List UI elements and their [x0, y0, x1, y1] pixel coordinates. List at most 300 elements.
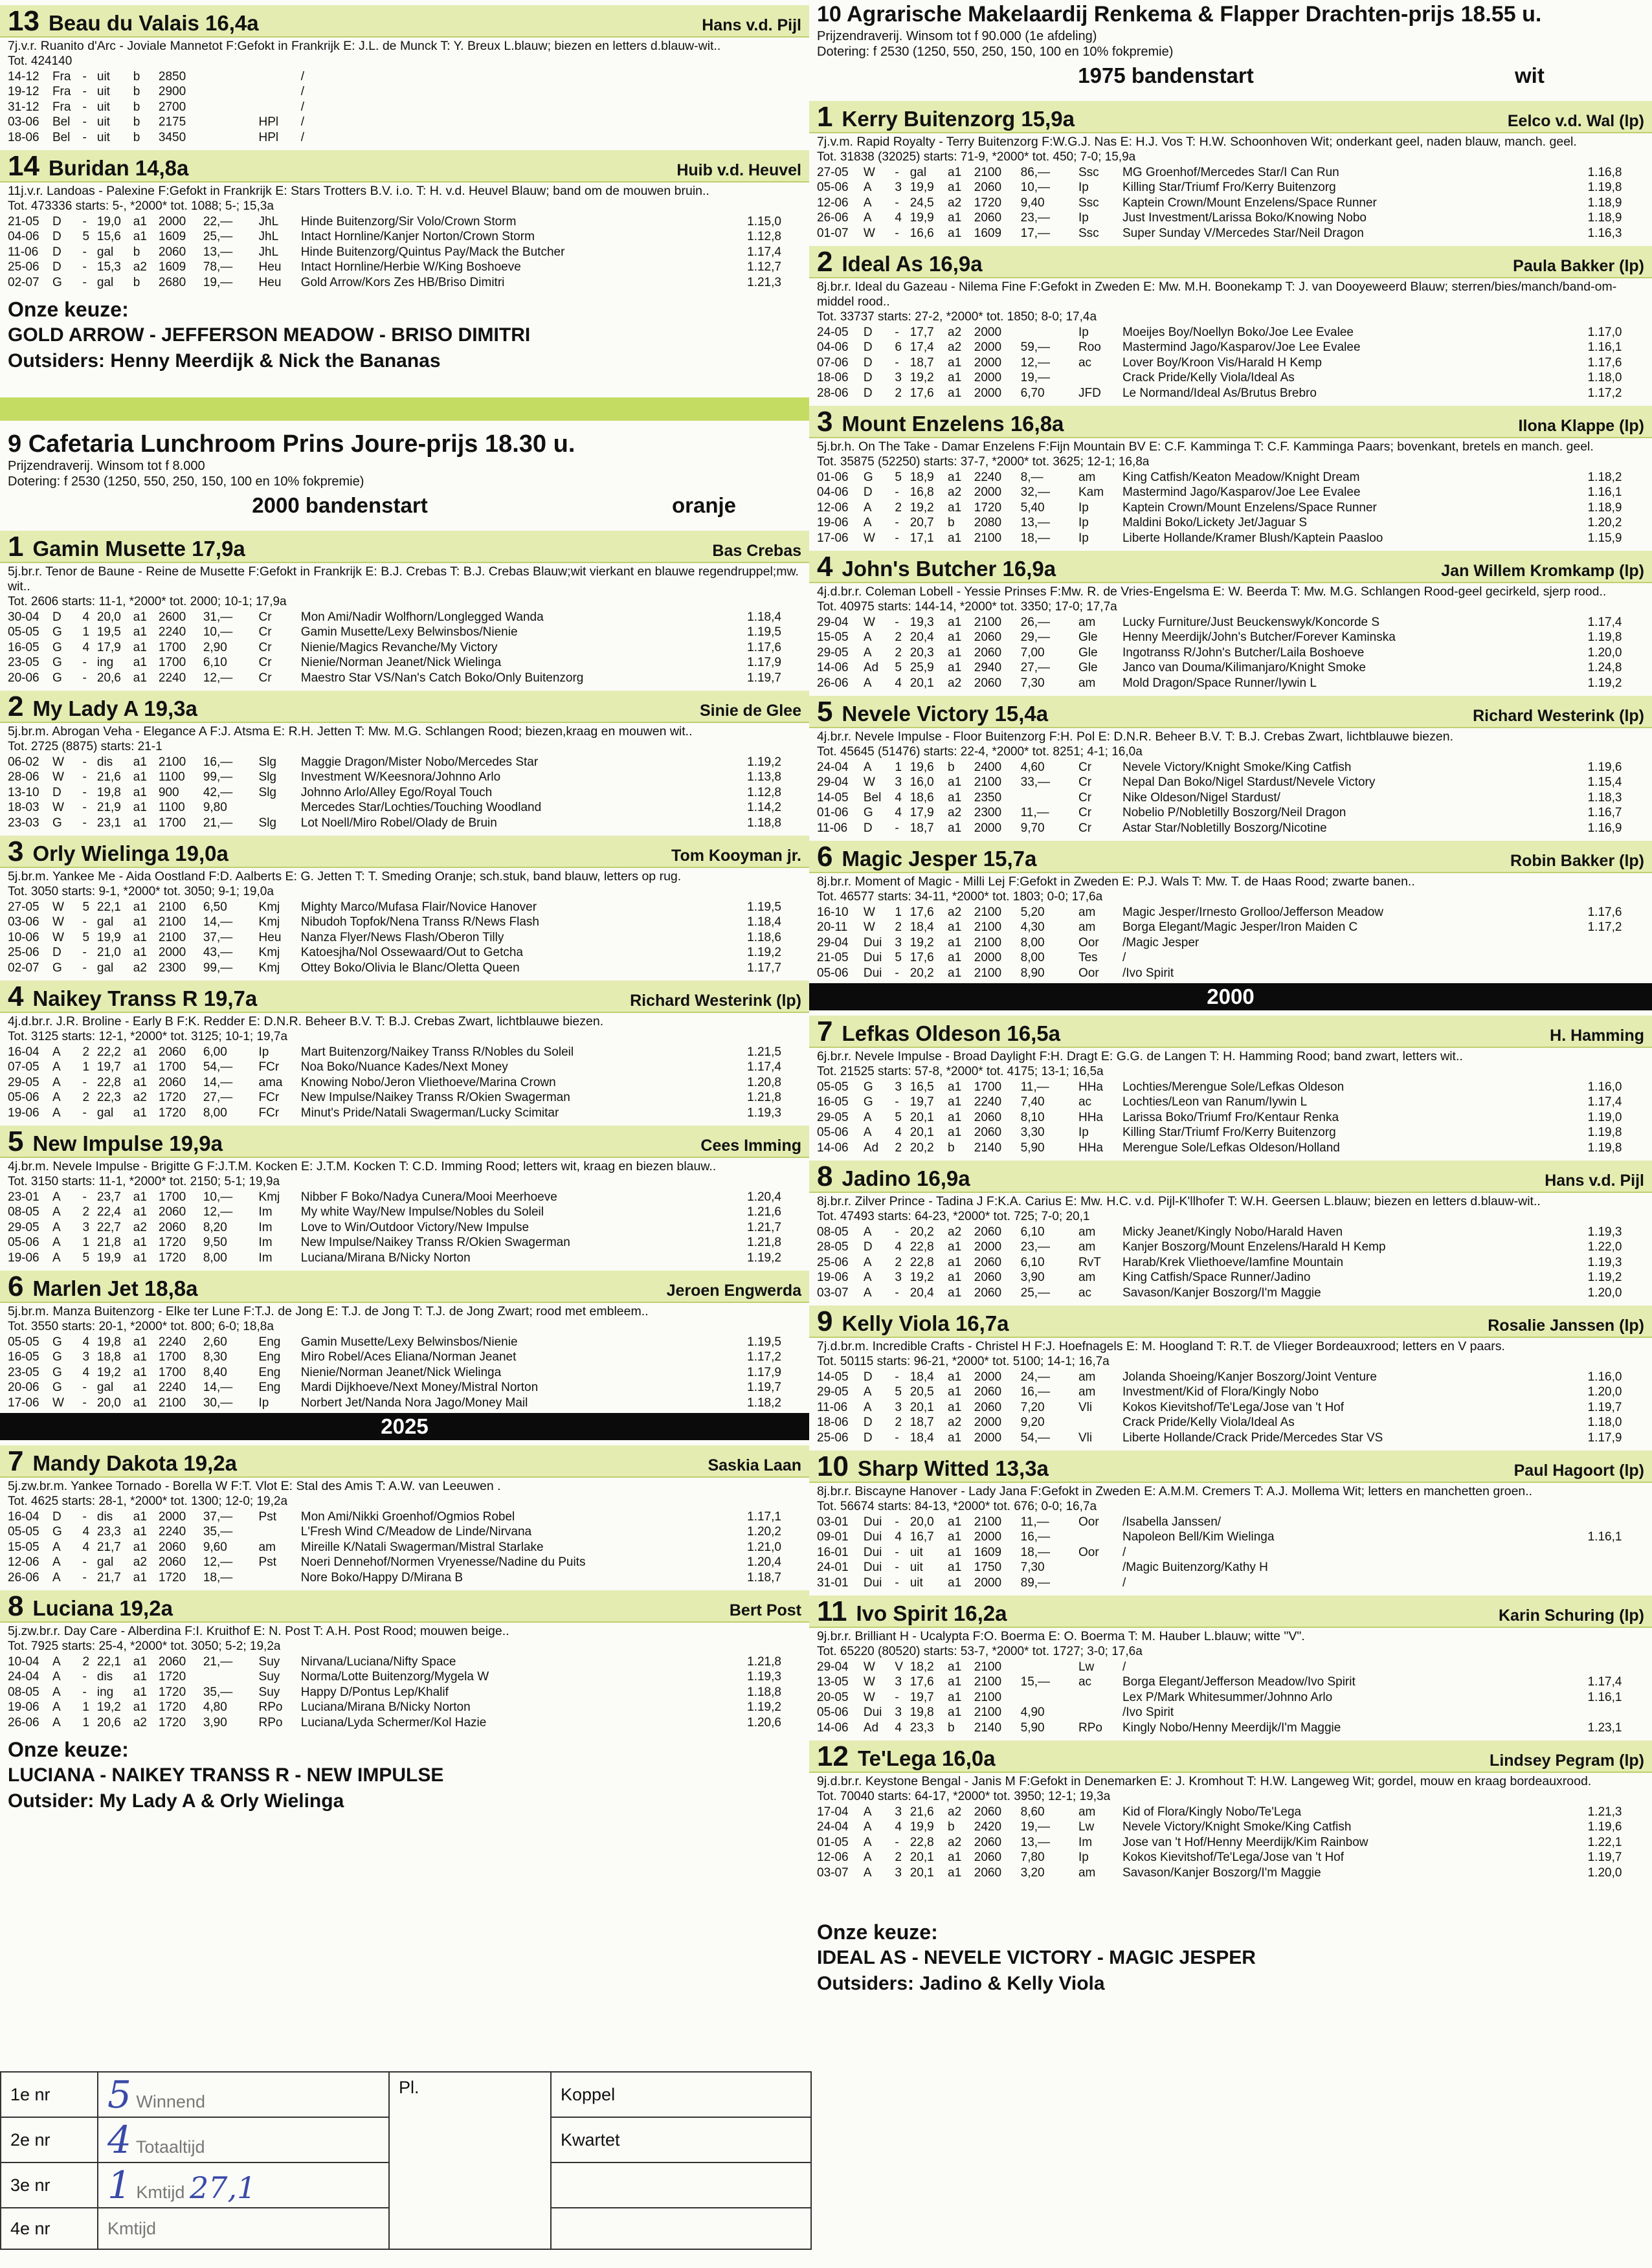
form-cell: 89,— — [1020, 1575, 1051, 1590]
form-cell: 2240 — [158, 1525, 186, 1539]
form-cell: 1.16,1 — [1587, 340, 1622, 354]
form-cell: Ip — [1078, 516, 1089, 529]
form-row — [817, 485, 1644, 500]
form-cell: 19-06 — [8, 1251, 39, 1265]
form-cell: 4 — [82, 610, 90, 624]
form-cell — [259, 100, 301, 115]
form-cell: Slg — [258, 785, 276, 799]
form-cell: Hinde Buitenzorg/Quintus Pay/Mack the Butcher — [300, 245, 565, 259]
form-cell: D — [863, 340, 873, 354]
form-cell: 20,4 — [910, 630, 934, 644]
form-cell: - — [895, 165, 899, 179]
form-cell: 23,— — [1020, 211, 1051, 225]
form-cell: 8,60 — [1020, 1805, 1045, 1819]
career-summary — [817, 1499, 1644, 1515]
form-cell: 05-06 — [817, 181, 849, 194]
form-cell: 4 — [82, 1540, 90, 1554]
form-cell: Nanza Flyer/News Flash/Oberon Tilly — [300, 930, 504, 944]
driver-name: Saskia Laan — [708, 1456, 801, 1474]
form-cell: 29-05 — [817, 1110, 849, 1124]
form-cell — [203, 130, 259, 146]
form-cell: 3 — [895, 1271, 902, 1284]
form-cell: 2060 — [974, 1865, 1002, 1880]
form-cell: 15,3 — [96, 260, 121, 274]
form-cell: Cr — [258, 671, 272, 685]
form-cell: 2060 — [974, 630, 1002, 644]
form-cell: 1.19,3 — [1587, 1255, 1622, 1269]
form-cell: 1.20,0 — [1587, 1285, 1622, 1300]
form-cell: A — [52, 1045, 61, 1059]
result-field[interactable] — [98, 2208, 389, 2249]
summary-text: Tot. 3550 starts: 20-1, *2000* tot. 800; 6-0; 18,8a — [8, 1320, 274, 1333]
form-cell: a1 — [133, 1654, 147, 1669]
form-cell — [747, 130, 801, 146]
form-cell: Im — [258, 1220, 273, 1234]
form-cell: 5 — [82, 230, 90, 243]
form-row — [817, 1095, 1644, 1110]
form-cell: 1.20,2 — [1587, 516, 1622, 529]
form-cell: 12-06 — [817, 1851, 849, 1864]
place-label: 4e nr — [1, 2208, 98, 2249]
form-cell: - — [82, 1190, 87, 1204]
form-cell: 2 — [895, 1255, 902, 1269]
form-cell: 05-05 — [817, 1080, 849, 1094]
form-cell: 16,— — [1020, 1530, 1051, 1544]
form-cell: 9,70 — [1020, 821, 1045, 835]
form-cell: Kokos Kievitshof/Te'Lega/Jose van 't Hof — [1122, 1851, 1345, 1864]
form-cell: gal — [96, 1555, 114, 1569]
empty-field[interactable] — [551, 2162, 811, 2208]
form-row — [8, 625, 801, 640]
form-cell: 2060 — [974, 1110, 1002, 1124]
form-cell — [1078, 1415, 1122, 1430]
form-cell: 18,8 — [96, 1350, 121, 1364]
form-cell: 01-05 — [817, 1835, 849, 1849]
form-cell: a1 — [948, 371, 962, 384]
form-cell: 08-05 — [817, 1225, 849, 1239]
form-cell: 2100 — [974, 1660, 1002, 1674]
horse-entry — [0, 981, 809, 1120]
form-cell: W — [52, 1395, 64, 1410]
form-cell: 7,80 — [1020, 1851, 1045, 1864]
summary-text: Tot. 7925 starts: 25-4, *2000* tot. 3050; 5-2; 19,2a — [8, 1640, 281, 1653]
form-cell: Kokos Kievitshof/Te'Lega/Jose van 't Hof — [1122, 1400, 1345, 1414]
form-cell: - — [82, 1509, 87, 1524]
form-table — [0, 594, 809, 685]
horse-header — [809, 551, 1652, 583]
form-cell: a2 — [948, 485, 962, 499]
form-cell: 1.18,0 — [1587, 1416, 1622, 1429]
race-10-horses-a — [809, 101, 1652, 981]
form-cell: 5 — [895, 661, 902, 674]
form-cell: 21,8 — [96, 1236, 121, 1249]
form-row — [8, 1365, 801, 1381]
form-cell — [259, 800, 301, 816]
form-row — [8, 1090, 801, 1106]
form-row — [817, 195, 1644, 211]
form-row — [8, 1045, 801, 1060]
horse-number: 9 — [817, 1306, 833, 1337]
form-cell: 35,— — [203, 1525, 233, 1539]
form-cell: - — [82, 69, 87, 83]
form-cell: 1.21,5 — [747, 1045, 781, 1059]
form-cell: A — [863, 1110, 872, 1124]
form-cell: 3,90 — [203, 1715, 227, 1729]
form-cell: Noeri Dennehof/Normen Vryenesse/Nadine du Puits — [300, 1555, 586, 1569]
form-cell: 12,— — [203, 1555, 233, 1569]
form-cell: 5,40 — [1020, 500, 1045, 515]
form-cell: 1.20,4 — [747, 1555, 781, 1569]
form-cell: 1720 — [158, 1715, 186, 1729]
form-cell — [259, 84, 301, 100]
horse-pedigree: 7j.v.r. Ruanito d'Arc - Joviale Mannetot F:Gefokt in Frankrijk E: J.L. de Munck T: Y. Breux L.blauw; biezen en letters d.blauw-wit.. — [8, 39, 721, 53]
form-cell: b — [133, 245, 140, 259]
form-cell: 2100 — [158, 900, 186, 914]
form-cell: 20,3 — [910, 645, 934, 660]
form-cell: D — [52, 230, 61, 243]
form-cell: 19-06 — [8, 1700, 39, 1714]
form-cell: 13-10 — [8, 785, 39, 799]
form-cell: D — [863, 325, 873, 339]
form-row — [817, 1225, 1644, 1240]
form-cell: Henny Meerdijk/John's Butcher/Forever Kaminska — [1122, 630, 1396, 644]
form-cell: 20-11 — [817, 920, 848, 934]
result-field[interactable] — [98, 2117, 389, 2162]
form-cell: Lochties/Merengue Sole/Lefkas Oldeson — [1122, 1080, 1345, 1094]
form-cell: 19,9 — [910, 181, 934, 194]
form-cell: ing — [96, 1685, 114, 1699]
form-cell: 4,80 — [203, 1700, 227, 1714]
form-cell: gal — [96, 245, 114, 259]
horse-header — [0, 1271, 809, 1303]
form-row — [817, 1850, 1644, 1865]
form-table — [0, 1494, 809, 1585]
start-type: 2000 bandenstart — [252, 493, 428, 517]
form-cell: 4 — [82, 1335, 90, 1349]
form-cell: RPo — [258, 1715, 283, 1729]
form-cell: 20,0 — [96, 610, 121, 624]
form-cell: Dui — [863, 966, 882, 980]
form-cell: 8,40 — [203, 1365, 227, 1379]
form-row — [8, 1335, 801, 1350]
form-cell: 2060 — [158, 1220, 186, 1234]
form-cell: 8,10 — [1020, 1110, 1045, 1124]
form-cell: uit — [910, 1561, 923, 1574]
horse-header — [809, 1016, 1652, 1048]
kwartet-field[interactable] — [551, 2117, 811, 2162]
form-cell: 20,5 — [910, 1385, 934, 1399]
form-cell: 20,1 — [910, 1126, 934, 1139]
form-table — [0, 199, 809, 290]
form-cell: 2000 — [158, 1509, 186, 1524]
form-cell: - — [82, 115, 87, 129]
form-cell: 43,— — [203, 946, 233, 959]
form-cell: Ip — [258, 1395, 269, 1410]
form-cell: A — [863, 630, 872, 644]
form-cell: 26-06 — [8, 1570, 39, 1584]
form-cell: am — [1078, 1370, 1096, 1384]
our-choice-race-8 — [0, 290, 809, 381]
result-field[interactable] — [98, 2072, 389, 2117]
form-cell: a1 — [948, 1285, 962, 1300]
form-cell — [203, 115, 259, 130]
form-cell: Ip — [258, 1045, 269, 1059]
form-cell: 17,9 — [910, 806, 934, 819]
form-cell: 1.16,8 — [1587, 165, 1622, 179]
form-cell: a1 — [948, 1865, 962, 1880]
form-cell: 2140 — [974, 1720, 1002, 1735]
form-cell: 2060 — [974, 645, 1002, 660]
form-cell: 01-06 — [817, 806, 849, 819]
form-cell: 2000 — [974, 1430, 1002, 1445]
form-cell: 20,2 — [910, 966, 934, 980]
form-cell: dis — [96, 1509, 113, 1524]
career-summary — [817, 1354, 1644, 1370]
form-cell: 2240 — [974, 470, 1002, 484]
form-cell: 2 — [82, 1045, 90, 1059]
empty-field[interactable] — [551, 2208, 811, 2249]
form-cell: A — [52, 1106, 61, 1120]
form-cell: a1 — [133, 946, 147, 959]
form-cell: 2100 — [974, 615, 1002, 629]
form-row — [817, 805, 1644, 821]
form-cell: 3450 — [158, 130, 186, 144]
form-cell: A — [863, 1285, 872, 1300]
horse-number: 13 — [8, 5, 39, 37]
form-cell: 2300 — [158, 961, 186, 975]
form-cell: 3 — [895, 1080, 902, 1094]
form-cell: 19,— — [203, 275, 233, 289]
form-cell: D — [52, 260, 61, 274]
field-label: Koppel — [561, 2084, 616, 2104]
form-cell: a1 — [948, 470, 962, 484]
horse-header — [809, 101, 1652, 133]
form-cell: HPl — [258, 130, 279, 144]
race-start-bar — [0, 489, 809, 526]
form-cell: 2000 — [974, 485, 1002, 499]
form-cell: a1 — [948, 775, 962, 789]
form-cell: a1 — [948, 920, 962, 934]
form-cell: 04-06 — [817, 340, 849, 354]
form-cell: a2 — [133, 1220, 147, 1234]
driver-name: Huib v.d. Heuvel — [676, 161, 801, 179]
form-row — [817, 1384, 1644, 1400]
form-cell: 1.19,2 — [747, 755, 781, 769]
horse-number: 14 — [8, 150, 39, 182]
form-cell: 20,1 — [910, 1400, 934, 1414]
form-cell: 1.18,3 — [1587, 790, 1622, 805]
form-cell: 1.17,2 — [1587, 386, 1622, 400]
horse-entry — [809, 406, 1652, 546]
horse-entry — [0, 1445, 809, 1585]
form-cell: 19-06 — [817, 516, 849, 529]
section-divider — [0, 397, 809, 421]
form-row — [8, 84, 801, 100]
form-cell: 24-04 — [817, 760, 849, 774]
form-cell: gal — [96, 961, 114, 975]
horse-entry — [0, 1590, 809, 1730]
form-cell: Hinde Buitenzorg/Sir Volo/Crown Storm — [300, 214, 517, 228]
form-cell: 2 — [895, 386, 902, 400]
form-cell: 1 — [82, 1715, 90, 1729]
form-cell: - — [895, 1561, 899, 1574]
form-cell: Nore Boko/Happy D/Mirana B — [300, 1570, 463, 1584]
form-cell: A — [863, 1835, 872, 1849]
form-cell: a2 — [133, 260, 147, 274]
form-cell — [1078, 1529, 1122, 1545]
form-cell: Intact Hornline/Kanjer Norton/Crown Storm — [300, 230, 535, 243]
form-cell: 1 — [895, 905, 902, 919]
form-cell: Bel — [52, 130, 71, 144]
form-cell: 11-06 — [817, 821, 848, 835]
form-cell: 2000 — [974, 821, 1002, 835]
form-cell: Mastermind Jago/Kasparov/Joe Lee Evalee — [1122, 340, 1361, 354]
form-cell: a1 — [948, 935, 962, 950]
horse-header — [809, 246, 1652, 278]
summary-text: Tot. 70040 starts: 64-17, *2000* tot. 3950; 12-1; 19,3a — [817, 1790, 1111, 1803]
field-label: Winnend — [136, 2092, 205, 2111]
form-cell: 29-04 — [817, 1660, 849, 1674]
distance-bar-2000: 2000 — [809, 983, 1652, 1010]
horse-pedigree: 5j.br.h. On The Take - Damar Enzelens F:Fijn Mountain BV E: C.F. Kamminga T: C.F. Kamminga Paars; bovenkant, bretels en manch. geel. — [817, 439, 1594, 454]
form-cell: - — [895, 966, 899, 980]
form-cell: 1609 — [974, 1545, 1002, 1559]
form-cell: a1 — [133, 1205, 147, 1219]
koppel-field[interactable] — [551, 2072, 811, 2117]
form-table — [809, 1354, 1652, 1445]
form-cell: Magic Jesper/Irnesto Grolloo/Jefferson Meadow — [1122, 905, 1384, 919]
form-cell: 22,— — [203, 214, 233, 228]
form-cell: 10-06 — [8, 930, 39, 944]
form-cell: Merengue Sole/Lefkas Oldeson/Holland — [1122, 1140, 1340, 1155]
form-cell: 2420 — [974, 1820, 1002, 1834]
form-row — [8, 1700, 801, 1715]
form-cell: 1 — [82, 1060, 90, 1074]
result-field[interactable] — [98, 2162, 389, 2208]
form-row — [8, 671, 801, 686]
form-cell: 2000 — [974, 1370, 1002, 1384]
form-row — [817, 355, 1644, 371]
form-cell: a1 — [133, 1381, 147, 1394]
form-cell: 19-06 — [8, 1106, 39, 1120]
form-cell — [747, 84, 801, 100]
form-cell: 22,1 — [96, 900, 121, 914]
form-cell: 19,2 — [910, 500, 934, 515]
form-cell: D — [863, 1430, 873, 1445]
form-cell: Kaptein Crown/Mount Enzelens/Space Runner — [1122, 195, 1377, 210]
form-cell: 16,7 — [910, 1530, 934, 1544]
form-row — [817, 370, 1644, 386]
form-cell: 1.17,4 — [747, 245, 781, 259]
form-cell: 05-06 — [817, 1706, 849, 1719]
form-cell: 13-05 — [817, 1675, 849, 1689]
summary-text: Tot. 3125 starts: 12-1, *2000* tot. 3125; 10-1; 19,7a — [8, 1030, 288, 1043]
form-cell — [259, 1570, 301, 1586]
form-cell: Eng — [258, 1365, 281, 1379]
horse-name: Lefkas Oldeson 16,5a — [842, 1021, 1060, 1045]
form-cell: 1 — [82, 1700, 90, 1714]
form-cell: A — [52, 1570, 61, 1584]
form-cell: 20,2 — [910, 1140, 934, 1155]
form-row — [8, 785, 801, 801]
form-cell: uit — [96, 100, 110, 114]
form-cell: Nienie/Norman Jeanet/Nick Wielinga — [300, 1365, 502, 1379]
place-label: 3e nr — [1, 2162, 98, 2208]
form-cell: a1 — [133, 671, 147, 685]
form-cell: Heu — [258, 930, 282, 944]
career-summary — [8, 1029, 801, 1045]
form-cell: 1.21,8 — [747, 1654, 781, 1669]
form-cell: 1700 — [158, 1060, 186, 1074]
form-cell: W — [863, 1660, 875, 1674]
horse-number: 4 — [8, 981, 24, 1012]
form-cell: 16-05 — [817, 1095, 849, 1109]
form-cell: W — [863, 226, 875, 240]
form-row — [817, 180, 1644, 195]
form-cell: 20,0 — [96, 1395, 121, 1410]
form-cell: G — [52, 275, 62, 289]
form-cell: 18,6 — [910, 790, 934, 805]
form-cell: a1 — [133, 625, 147, 639]
place-label: 1e nr — [1, 2072, 98, 2117]
form-cell: Nevele Victory/Knight Smoke/King Catfish — [1122, 760, 1352, 774]
form-cell: 04-06 — [8, 230, 39, 243]
form-cell: A — [52, 1555, 61, 1569]
horse-header — [809, 696, 1652, 728]
form-cell: 01-07 — [817, 226, 849, 240]
form-cell: G — [863, 470, 873, 484]
form-row — [8, 115, 801, 130]
horse-pedigree: 4j.d.br.r. J.R. Broline - Early B F:K. Redder E: D.N.R. Beheer B.V. T: B.J. Crebas Zwart, lichtblauwe biezen. — [8, 1014, 604, 1028]
form-cell: / — [300, 100, 305, 114]
form-cell: 2 — [82, 1205, 90, 1219]
form-cell: uit — [96, 69, 110, 83]
form-cell: ama — [258, 1075, 283, 1089]
form-cell: 2100 — [974, 1706, 1002, 1719]
form-cell: Ip — [1078, 325, 1089, 339]
form-cell: 11-06 — [8, 245, 39, 259]
form-cell: 3 — [895, 1805, 902, 1819]
form-cell: 5 — [895, 951, 902, 964]
form-cell: 2,60 — [203, 1335, 227, 1349]
form-cell: Oor — [1078, 1515, 1099, 1529]
form-cell: Luciana/Lyda Schermer/Kol Hazie — [300, 1715, 487, 1729]
form-cell: b — [133, 130, 140, 144]
form-cell: MG Groenhof/Mercedes Star/I Can Run — [1122, 165, 1339, 179]
form-cell: 1.19,8 — [1587, 181, 1622, 194]
form-cell: A — [863, 195, 872, 210]
driver-name: Hans v.d. Pijl — [702, 16, 801, 34]
place-field[interactable] — [389, 2072, 551, 2249]
form-cell: 1.17,4 — [1587, 1095, 1622, 1109]
place-label-pl: Pl. — [399, 2078, 419, 2097]
form-cell: Vli — [1078, 1430, 1093, 1445]
form-cell: - — [82, 671, 87, 685]
form-cell: 18,7 — [910, 1416, 934, 1429]
driver-name: Tom Kooyman jr. — [671, 847, 801, 865]
form-cell: 2700 — [158, 100, 186, 114]
form-cell: Nobelio P/Nobletilly Boszorg/Neil Dragon — [1122, 806, 1346, 819]
form-cell: 16-04 — [8, 1045, 39, 1059]
form-cell: FCr — [258, 1106, 280, 1120]
our-choice-race-9 — [0, 1730, 809, 1821]
form-table — [809, 150, 1652, 241]
form-cell: 20,1 — [910, 1865, 934, 1880]
form-cell: 5 — [82, 900, 90, 914]
form-cell: A — [863, 676, 872, 690]
form-cell: 1.19,6 — [1587, 760, 1622, 774]
form-cell: Gle — [1078, 661, 1098, 674]
